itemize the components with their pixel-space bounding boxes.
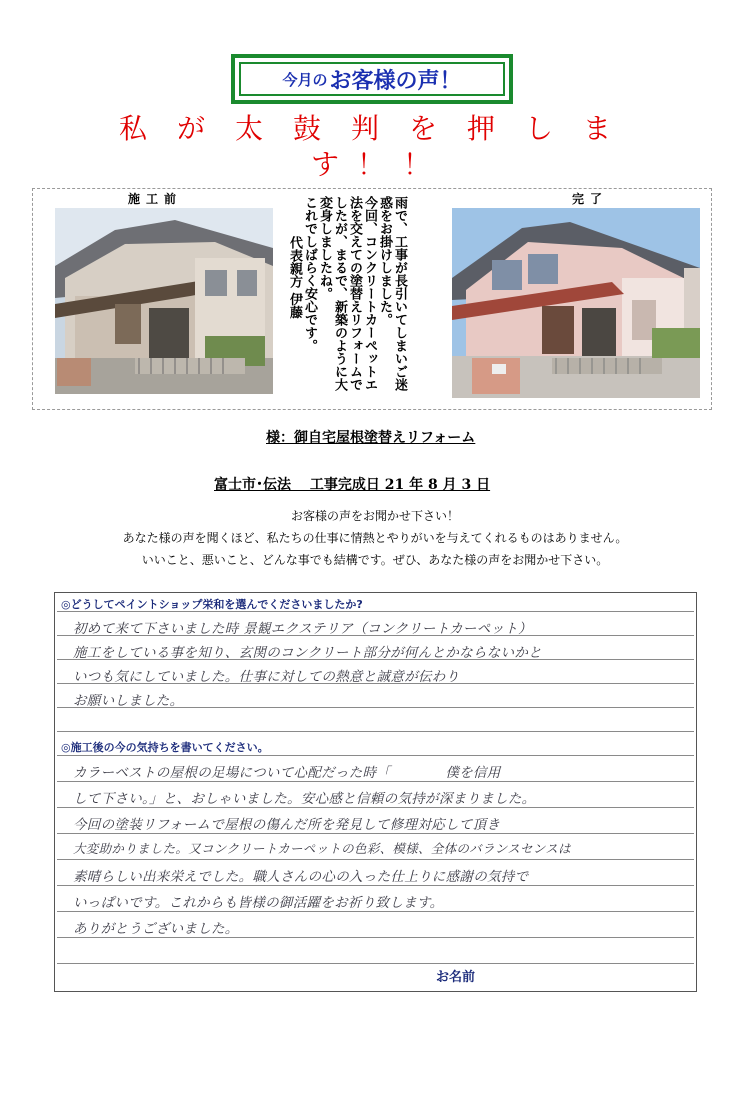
comment-col-6: 変身しましたね。 (317, 196, 332, 300)
comment-vertical-text (287, 196, 407, 406)
after-house-illustration (452, 208, 700, 398)
rule-line (57, 807, 694, 808)
before-house-illustration (55, 208, 273, 394)
answer-2-line-6: いっぱいです。これからも皆様の御活躍をお祈り致します。 (73, 895, 444, 911)
rule-line (57, 755, 694, 756)
rule-line (57, 963, 694, 964)
answer-2-line-5: 素晴らしい出来栄えでした。職人さんの心の入った仕上りに感謝の気持で (73, 869, 529, 885)
intro-line-1: お客様の声をお聞かせ下さい！ (290, 509, 459, 523)
intro-line-2: あなた様の声を聞くほど、私たちの仕事に情熱とやりがいを与えてくれるものはありません。 (122, 531, 628, 545)
rule-line (57, 911, 694, 912)
rule-line (57, 937, 694, 938)
comment-col-2: 惑をお掛けしました。 (377, 196, 392, 326)
answer-1-line-2: 施工をしている事を知り、玄関のコンクリート部分が何んとかならないかと (73, 645, 542, 661)
rule-line (57, 833, 694, 834)
question-2: ◎施工後の今の気持ちを書いてください。 (61, 741, 269, 754)
after-photo (452, 208, 700, 398)
rule-line (57, 611, 694, 612)
answer-1-line-4: お願いしました。 (73, 693, 184, 709)
customer-subject: 様：御自宅屋根塗替えリフォーム (266, 430, 476, 446)
signature-label: お名前 (436, 970, 476, 985)
headline-line-1: 私が太鼓判を押しま (118, 112, 641, 145)
answer-2-line-7: ありがとうございました。 (73, 921, 239, 937)
title-box (231, 54, 513, 104)
rule-line (57, 885, 694, 886)
answer-2-line-4: 大変助かりました。又コンクリートカーペットの色彩、模様、全体のバランスセンスは (73, 841, 571, 856)
answer-1-line-1: 初めて来て下さいました時 景観エクステリア（コンクリートカーペット） (73, 621, 532, 637)
answer-1-line-3: いつも気にしていました。仕事に対しての熱意と誠意が伝わり (73, 669, 460, 685)
headline-line-2: す！！ (310, 148, 449, 181)
customer-voice-form (54, 592, 697, 992)
rule-line (57, 859, 694, 860)
intro-line-3: いいこと、悪いこと、どんな事でも結構です。ぜひ、あなた様の声をお聞かせ下さい。 (141, 553, 609, 567)
comment-signature: 代表親方 伊藤 (287, 236, 302, 319)
page-title: お客様の声！ (329, 67, 462, 94)
comment-col-4: 法を交えての塗替えリフォームで (347, 196, 362, 391)
title-inner-frame (239, 62, 505, 96)
answer-2-line-1: カラーベストの屋根の足場について心配だった時「 僕を信用 (73, 765, 501, 781)
answer-2-line-3: 今回の塗装リフォームで屋根の傷んだ所を発見して修理対応して頂き (73, 817, 501, 833)
comment-col-7: これでしばらく安心です。 (302, 196, 317, 352)
rule-line (57, 731, 694, 732)
rule-line (57, 781, 694, 782)
answer-2-line-2: して下さい。」と、おしゃいました。安心感と信頼の気持が深まりました。 (73, 791, 536, 807)
question-1: ◎どうしてペイントショップ栄和を選んでくださいましたか? (61, 598, 363, 611)
location-and-date: 富士市･伝法 工事完成日 21 年 8 月 3 日 (214, 477, 491, 493)
comment-col-3: 今回、コンクリートカーペットエ (362, 196, 377, 391)
comment-col-1: 雨で、工事が長引いてしまいご迷 (392, 196, 407, 391)
comment-col-5: したが、まるで、新築のように大 (332, 196, 347, 391)
before-caption: 施工前 (128, 192, 183, 206)
before-photo (55, 208, 273, 394)
title-prefix: 今月の (282, 70, 328, 89)
after-caption: 完了 (572, 192, 609, 206)
